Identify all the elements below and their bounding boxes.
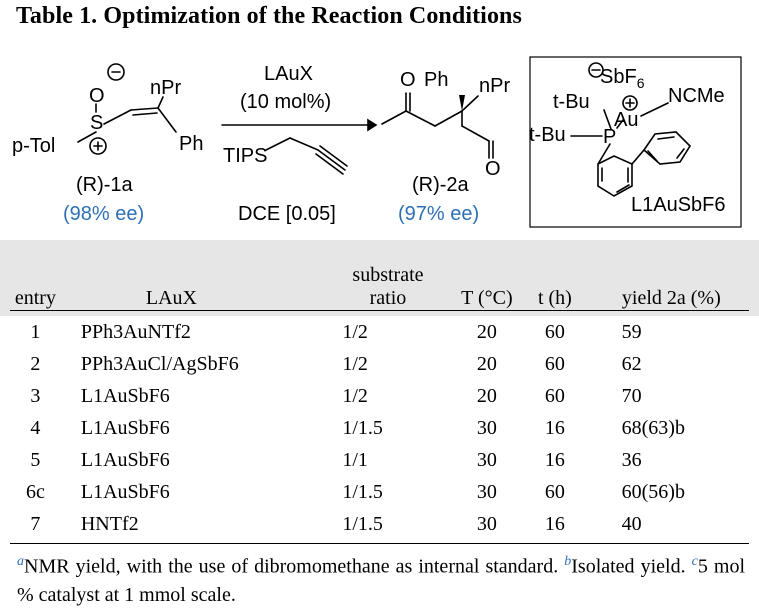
table-title: Table 1. Optimization of the Reaction Conditions <box>16 3 522 29</box>
gold-label: Au <box>614 109 639 131</box>
cell-ratio: 1/1 <box>342 448 368 471</box>
cell-laux: L1AuSbF6 <box>80 480 170 503</box>
cell-yield: 59 <box>621 320 642 343</box>
cell-laux: PPh3AuNTf2 <box>80 320 191 343</box>
cell-temperature: 30 <box>476 448 497 471</box>
cell-ratio: 1/1.5 <box>342 512 383 535</box>
table-row <box>0 476 759 508</box>
footnote-c: 5 mol % catalyst at 1 mmol scale. <box>17 555 746 606</box>
catalyst-loading: (10 mol%) <box>240 91 332 113</box>
footnote-b: Isolated yield. <box>571 555 686 578</box>
cell-entry: 3 <box>30 384 41 407</box>
cell-ratio: 1/2 <box>342 320 368 343</box>
reaction-scheme <box>0 40 759 230</box>
table-row <box>0 348 759 380</box>
solvent-label: DCE [0.05] <box>238 203 336 225</box>
cell-entry: 2 <box>30 352 41 375</box>
footnotes <box>17 548 745 609</box>
cell-temperature: 30 <box>476 480 497 503</box>
cell-yield: 40 <box>621 512 642 535</box>
table-row <box>0 380 759 412</box>
ncme-label: NCMe <box>668 85 725 107</box>
sulfur-label: S <box>90 112 104 134</box>
header-row <box>0 240 759 316</box>
table-bottom-rule <box>10 543 749 544</box>
cell-entry: 1 <box>30 320 41 343</box>
product-label: (R)-2a <box>412 174 469 196</box>
cell-time: 60 <box>544 352 565 375</box>
npr-label: nPr <box>150 77 182 99</box>
tips-label: TIPS <box>223 145 268 167</box>
tbu-label-2: t-Bu <box>529 124 566 146</box>
ph-label: Ph <box>179 133 204 155</box>
cell-laux: L1AuSbF6 <box>80 384 170 407</box>
catalyst-name: L1AuSbF6 <box>631 194 726 216</box>
table-row <box>0 444 759 476</box>
product-oxygen-2: O <box>485 158 501 180</box>
cell-temperature: 20 <box>476 320 497 343</box>
cell-laux: PPh3AuCl/AgSbF6 <box>80 352 239 375</box>
phosphorus-label: P <box>603 126 617 148</box>
table-row <box>0 412 759 444</box>
cell-entry: 4 <box>30 416 41 439</box>
cell-entry: 7 <box>30 512 41 535</box>
substrate-label: (R)-1a <box>76 174 133 196</box>
cell-ratio: 1/2 <box>342 384 368 407</box>
ptol-label: p-Tol <box>12 135 56 157</box>
cell-temperature: 20 <box>476 352 497 375</box>
header-divider <box>10 310 749 311</box>
cell-ratio: 1/1.5 <box>342 416 383 439</box>
cell-yield: 60(56)b <box>621 480 685 503</box>
cell-laux: L1AuSbF6 <box>80 448 170 471</box>
header-laux: LAuX <box>145 287 197 309</box>
cell-time: 16 <box>544 448 565 471</box>
cell-time: 60 <box>544 480 565 503</box>
cell-temperature: 20 <box>476 384 497 407</box>
footnote-a: $^a$NMR yield, with the use of dibromomethane as internal standard. $^b$Isolated yield. $^c$5 mol % catalyst at 1 mmol scale. <box>17 554 746 606</box>
cell-yield: 68(63)b <box>621 416 685 439</box>
cell-time: 16 <box>544 512 565 535</box>
cell-entry: 5 <box>30 448 41 471</box>
cell-temperature: 30 <box>476 512 497 535</box>
table-row <box>0 316 759 348</box>
cell-ratio: 1/1.5 <box>342 480 383 503</box>
catalyst-label: LAuX <box>264 63 313 85</box>
tbu-label-1: t-Bu <box>553 91 590 113</box>
oxygen-label: O <box>89 85 105 107</box>
header-entry: entry <box>14 287 56 309</box>
product-ph-label: Ph <box>424 69 449 91</box>
product-npr-label: nPr <box>479 75 511 97</box>
sbf6-label: SbF$_6$ <box>600 66 645 91</box>
header-time: t (h) <box>537 287 572 309</box>
product-ee: (97% ee) <box>398 203 480 225</box>
cell-ratio: 1/2 <box>342 352 368 375</box>
header-temperature: T (°C) <box>461 287 513 309</box>
header-yield: yield 2a (%) <box>621 287 721 309</box>
cell-laux: HNTf2 <box>80 512 139 535</box>
cell-time: 60 <box>544 384 565 407</box>
cell-yield: 62 <box>621 352 642 375</box>
optimization-table <box>0 240 759 540</box>
cell-entry: 6c <box>25 480 45 503</box>
product-oxygen-1: O <box>400 69 416 91</box>
substrate-ee: (98% ee) <box>63 203 145 225</box>
table-row <box>0 508 759 540</box>
cell-temperature: 30 <box>476 416 497 439</box>
header-ratio: substrate ratio <box>352 264 424 309</box>
cell-time: 16 <box>544 416 565 439</box>
cell-yield: 36 <box>621 448 642 471</box>
cell-time: 60 <box>544 320 565 343</box>
cell-laux: L1AuSbF6 <box>80 416 170 439</box>
cell-yield: 70 <box>621 384 642 407</box>
